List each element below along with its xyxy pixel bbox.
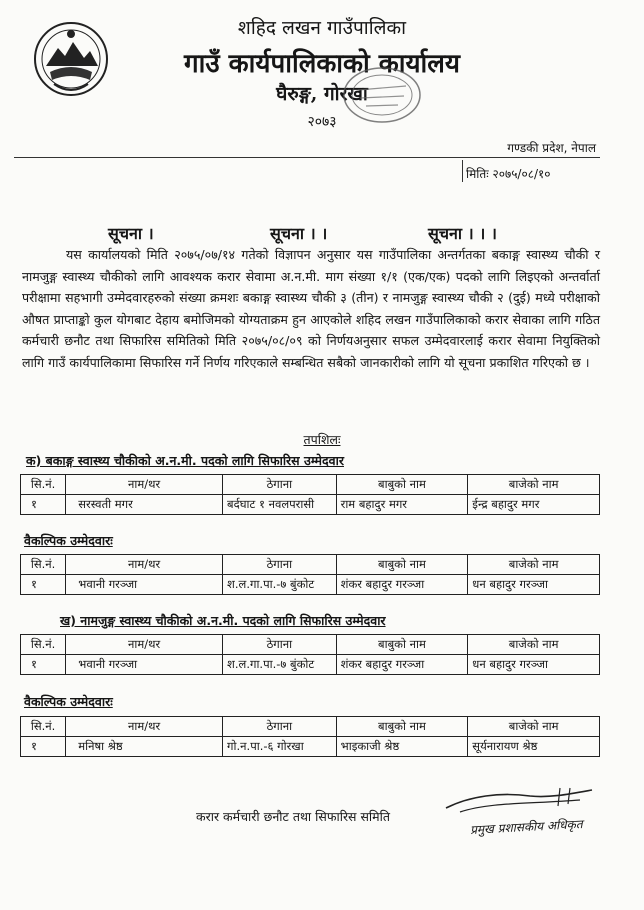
- notice-heading-1: सूचना ।: [108, 224, 154, 243]
- table-row: [21, 737, 600, 757]
- cell-name: मनिषा श्रेष्ठ: [66, 737, 223, 757]
- col-address: ठेगाना: [223, 635, 337, 655]
- province-label: गण्डकी प्रदेश, नेपाल: [507, 141, 596, 155]
- table-header-row: [21, 635, 600, 655]
- cell-address: श.ल.गा.पा.-७ बुंकोट: [223, 655, 337, 675]
- notice-heading-3: सूचना । । ।: [428, 224, 497, 243]
- col-name: नाम/थर: [66, 635, 223, 655]
- col-address: ठेगाना: [223, 717, 337, 737]
- col-name: नाम/थर: [66, 475, 223, 495]
- col-grandfather: बाजेको नाम: [468, 475, 600, 495]
- cell-serial: १: [21, 655, 66, 675]
- col-address: ठेगाना: [223, 475, 337, 495]
- table-row: [21, 655, 600, 675]
- cell-father: शंकर बहादुर गरञ्जा: [336, 575, 468, 595]
- office-title: गाउँ कार्यपालिकाको कार्यालय: [184, 49, 460, 79]
- notice-date: मितिः २०७५/०८/१०: [466, 167, 551, 181]
- cell-name: भवानी गरञ्जा: [66, 575, 223, 595]
- cell-grandfather: सूर्यनारायण श्रेष्ठ: [468, 737, 600, 757]
- section-heading-1: क) बकाङ्ग स्वास्थ्य चौकीको अ.न.मी. पदको लागि सिफारिस उम्मेदवार: [26, 453, 344, 468]
- col-name: नाम/थर: [66, 717, 223, 737]
- cell-father: राम बहादुर मगर: [336, 495, 468, 515]
- col-father: बाबुको नाम: [336, 717, 468, 737]
- officer-label: प्रमुख प्रशासकीय अधिकृत: [469, 817, 583, 837]
- candidate-table-3: [20, 634, 600, 675]
- candidate-table-2: [20, 554, 600, 595]
- section-heading-4: वैकल्पिक उम्मेदवारः: [24, 694, 113, 709]
- notice-heading-2: सूचना । ।: [270, 224, 328, 243]
- col-serial: सि.नं.: [21, 717, 66, 737]
- office-location: घैरुङ्ग, गोरखा: [276, 83, 368, 105]
- table-header-row: [21, 475, 600, 495]
- cell-grandfather: धन बहादुर गरञ्जा: [468, 655, 600, 675]
- cell-name: भवानी गरञ्जा: [66, 655, 223, 675]
- committee-label: करार कर्मचारी छनौट तथा सिफारिस समिति: [196, 809, 391, 824]
- col-serial: सि.नं.: [21, 635, 66, 655]
- col-father: बाबुको नाम: [336, 635, 468, 655]
- table-header-row: [21, 555, 600, 575]
- cell-serial: १: [21, 495, 66, 515]
- candidate-table-1: [20, 474, 600, 515]
- col-father: बाबुको नाम: [336, 555, 468, 575]
- section-heading-3: ख) नामजुङ्ग स्वास्थ्य चौकीको अ.न.मी. पदको लागि सिफारिस उम्मेदवार: [60, 613, 386, 628]
- table-row: [21, 575, 600, 595]
- col-serial: सि.नं.: [21, 475, 66, 495]
- col-grandfather: बाजेको नाम: [468, 635, 600, 655]
- cell-serial: १: [21, 737, 66, 757]
- details-label: तपशिलः: [303, 432, 341, 447]
- candidate-table-4: [20, 716, 600, 757]
- cell-father: भाइकाजी श्रेष्ठ: [336, 737, 468, 757]
- col-serial: सि.नं.: [21, 555, 66, 575]
- col-father: बाबुको नाम: [336, 475, 468, 495]
- cell-address: गो.न.पा.-६ गोरखा: [223, 737, 337, 757]
- established-year: २०७३: [307, 114, 337, 130]
- cell-grandfather: धन बहादुर गरञ्जा: [468, 575, 600, 595]
- notice-body-text: यस कार्यालयको मिति २०७५/०७/१४ गतेको विज्ञापन अनुसार यस गाउँपालिका अन्तर्गतका बकाङ्ग स्वास्थ्य चौकी र नामजुङ्ग स्वास्थ्य चौकीको लागि आवश्यक करार सेवामा अ.न.मी. माग संख्या १/१ (एक/एक) पदको लागि लिइएको अन्तर्वार्ता परीक्षामा सहभागी उम्मेदवारहरुको संख्या क्रमशः बकाङ्ग स्वास्थ्य चौकी ३ (तीन) र नामजुङ्ग स्वास्थ्य चौकी २ (दुई) मध्ये परीक्षाको औषत प्राप्ताङ्को कुल योगबाट देहाय बमोजिमको योग्यताक्रम हुन आएकोले शहिद लखन गाउँपालिकाको करार सेवाका लागि गठित कर्मचारी छनौट तथा सिफारिस समितिको मिति २०७५/०८/०९ को निर्णयअनुसार सफल उम्मेदवारलाई करार सेवामा नियुक्तिको लागि गाउँ कार्यपालिकामा सिफारिस गर्ने निर्णय गरिएकाले सम्बन्धित सबैको जानकारीको लागि यो सूचना प्रकाशित गरिएको छ ।: [22, 247, 600, 370]
- section-heading-2: वैकल्पिक उम्मेदवारः: [24, 533, 113, 548]
- municipality-name: शहिद लखन गाउँपालिका: [237, 17, 407, 39]
- cell-address: श.ल.गा.पा.-७ बुंकोट: [223, 575, 337, 595]
- col-name: नाम/थर: [66, 555, 223, 575]
- col-grandfather: बाजेको नाम: [468, 555, 600, 575]
- cell-grandfather: ईन्द्र बहादुर मगर: [468, 495, 600, 515]
- cell-name: सरस्वती मगर: [66, 495, 223, 515]
- col-address: ठेगाना: [223, 555, 337, 575]
- notice-body: [22, 244, 600, 373]
- office-seal-stamp: [340, 64, 424, 126]
- col-grandfather: बाजेको नाम: [468, 717, 600, 737]
- cell-address: बर्दघाट १ नवलपरासी: [223, 495, 337, 515]
- cell-serial: १: [21, 575, 66, 595]
- header-divider: [14, 157, 600, 158]
- cell-father: शंकर बहादुर गरञ्जा: [336, 655, 468, 675]
- table-header-row: [21, 717, 600, 737]
- table-row: [21, 495, 600, 515]
